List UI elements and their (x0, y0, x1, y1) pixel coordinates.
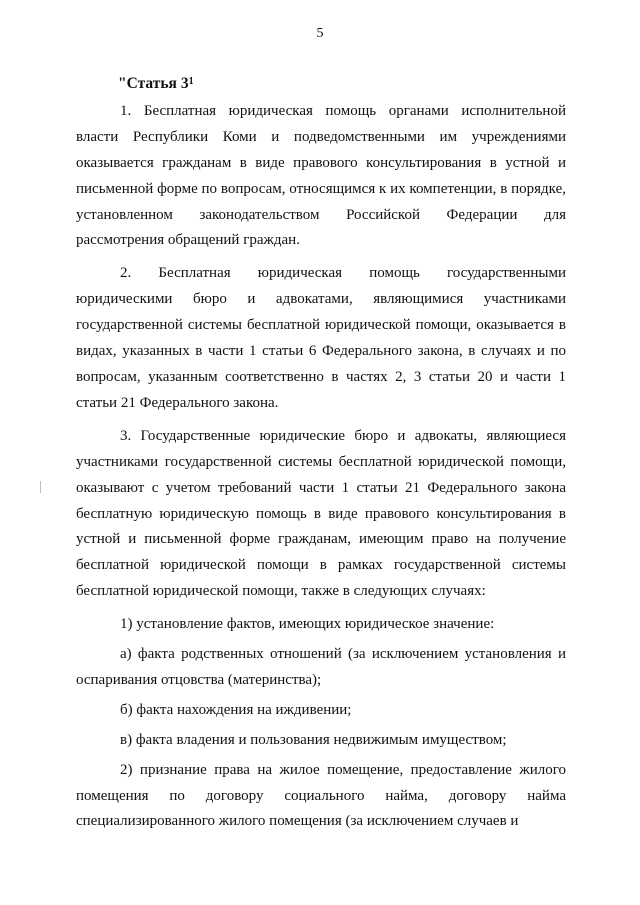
paragraph-1: 1. Бесплатная юридическая помощь органами исполнительной власти Республики Коми и подведомственными им учреждениями оказывается гражданам в виде правового консультирования в устной и письменной форме по вопросам, относящимся к их компетенции, в порядке, установленном законодательством Российской Федерации для рассмотрения обращений граждан. (76, 102, 566, 249)
paragraph-2: 2. Бесплатная юридическая помощь государственными юридическими бюро и адвокатами, являющимися участниками государственной системы бесплатной юридической помощи, оказывается в видах, указанных в части 1 статьи 6 Федерального закона, в случаях и по вопросам, указанным соответственно в частях 2, 3 статьи 20 и части 1 статьи 21 Федерального закона. (76, 265, 566, 411)
list-item-1c: в) факта владения и пользования недвижимым имуществом; (120, 731, 507, 748)
article-heading-superscript: 1 (188, 76, 194, 87)
list-item-1a: а) факта родственных отношений (за исключением установления и оспаривания отцовства (материнства); (76, 646, 566, 688)
article-heading-text: "Статья 3 (118, 75, 189, 92)
page-number: 5 (316, 26, 324, 41)
list-item-1b: б) факта нахождения на иждивении; (120, 701, 352, 718)
article-heading (118, 71, 566, 97)
list-item-1: 1) установление фактов, имеющих юридическое значение: (120, 616, 495, 633)
margin-mark (40, 481, 41, 493)
document-body (76, 71, 566, 842)
paragraph-3: 3. Государственные юридические бюро и адвокаты, являющиеся участниками государственной системы бесплатной юридической помощи, оказывают с учетом требований части 1 статьи 21 Федерального закона бесплатную юридическую помощь в виде правового консультирования в устной и письменной форме гражданам, имеющим право на получение бесплатной юридической помощи в рамках государственной системы бесплатной юридической помощи, также в следующих случаях: (76, 427, 566, 600)
list-item-2: 2) признание права на жилое помещение, предоставление жилого помещения по договору социального найма, договору найма специализированного жилого помещения (за исключением случаев и (76, 761, 566, 830)
